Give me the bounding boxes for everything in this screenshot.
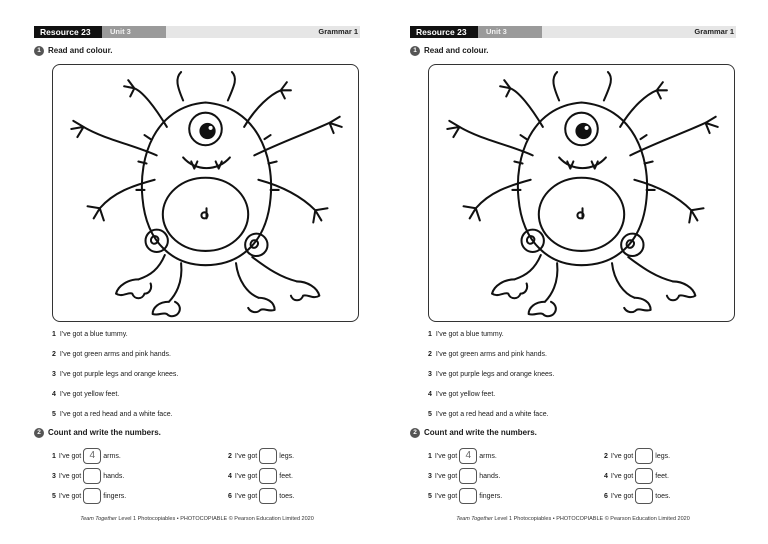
count-item <box>428 448 497 464</box>
count-item <box>428 488 502 504</box>
sentence-text: I've got yellow feet. <box>435 391 496 398</box>
exercise-number: 1 <box>34 46 44 56</box>
unit-label: Unit 3 <box>478 26 542 38</box>
item-number: 5 <box>428 492 432 500</box>
footer <box>410 516 736 522</box>
item-word: hands. <box>103 472 125 480</box>
item-number: 3 <box>428 472 432 480</box>
exercise-2-title <box>410 428 537 438</box>
exercise-number: 2 <box>410 428 420 438</box>
count-item <box>604 448 670 464</box>
answer-box[interactable] <box>259 468 277 484</box>
item-number: 6 <box>228 492 232 500</box>
item-number: 2 <box>228 452 232 460</box>
item-prefix: I've got <box>434 472 458 480</box>
coloring-picture-frame <box>52 64 359 322</box>
sentence-number: 3 <box>428 371 432 378</box>
item-number: 2 <box>604 452 608 460</box>
sentence-number: 5 <box>52 411 56 418</box>
exercise-instruction: Read and colour. <box>48 46 113 55</box>
sentence-item <box>52 410 352 430</box>
monster-illustration <box>53 65 358 321</box>
answer-box[interactable] <box>635 468 653 484</box>
unit-label: Unit 3 <box>102 26 166 38</box>
answer-box[interactable] <box>459 468 477 484</box>
item-prefix: I've got <box>58 472 82 480</box>
worksheet-right <box>410 0 752 544</box>
sentence-item <box>428 410 728 430</box>
item-number: 1 <box>428 452 432 460</box>
exercise-instruction: Count and write the numbers. <box>48 428 161 437</box>
sentence-number: 4 <box>52 391 56 398</box>
section-label: Grammar 1 <box>694 27 734 36</box>
sentence-item <box>52 350 352 370</box>
sentence-item <box>428 350 728 370</box>
count-item <box>52 448 121 464</box>
answer-box[interactable]: 4 <box>459 448 477 464</box>
item-number: 4 <box>604 472 608 480</box>
item-prefix: I've got <box>234 492 258 500</box>
exercise-1-title <box>410 46 488 56</box>
item-number: 6 <box>604 492 608 500</box>
sentence-item <box>428 330 728 350</box>
exercise-instruction: Count and write the numbers. <box>424 428 537 437</box>
footer-series: Team Together <box>456 516 493 522</box>
item-word: arms. <box>479 452 497 460</box>
sentence-text: I've got a red head and a white face. <box>435 411 549 418</box>
item-number: 1 <box>52 452 56 460</box>
item-word: legs. <box>655 452 671 460</box>
count-item <box>228 488 294 504</box>
sentence-text: I've got a blue tummy. <box>59 331 128 338</box>
answer-box[interactable] <box>83 488 101 504</box>
count-item <box>52 488 126 504</box>
sentence-number: 1 <box>428 331 432 338</box>
item-word: fingers. <box>479 492 503 500</box>
item-prefix: I've got <box>58 492 82 500</box>
sentence-text: I've got yellow feet. <box>59 391 120 398</box>
sentence-text: I've got green arms and pink hands. <box>59 351 171 358</box>
item-prefix: I've got <box>610 472 634 480</box>
answer-box[interactable] <box>259 488 277 504</box>
sentence-item <box>52 330 352 350</box>
sentence-text: I've got purple legs and orange knees. <box>435 371 555 378</box>
item-prefix: I've got <box>234 472 258 480</box>
sentence-text: I've got a blue tummy. <box>435 331 504 338</box>
count-item <box>604 488 670 504</box>
sentence-number: 3 <box>52 371 56 378</box>
exercise-number: 2 <box>34 428 44 438</box>
footer <box>34 516 360 522</box>
sentence-item <box>428 390 728 410</box>
count-item <box>228 468 293 484</box>
answer-box[interactable] <box>459 488 477 504</box>
answer-box[interactable]: 4 <box>83 448 101 464</box>
exercise-1-title <box>34 46 112 56</box>
item-word: legs. <box>279 452 295 460</box>
answer-box[interactable] <box>635 448 653 464</box>
item-word: feet. <box>655 472 669 480</box>
sentence-item <box>52 370 352 390</box>
footer-copyright: Level 1 Photocopiables • PHOTOCOPIABLE © Pearson Education Limited 2020 <box>118 516 314 522</box>
resource-header <box>34 26 360 38</box>
sentence-number: 4 <box>428 391 432 398</box>
count-item <box>604 468 669 484</box>
count-item <box>428 468 500 484</box>
sentence-list <box>52 330 352 430</box>
item-word: arms. <box>103 452 121 460</box>
item-word: toes. <box>279 492 295 500</box>
item-prefix: I've got <box>434 452 458 460</box>
footer-series: Team Together <box>80 516 117 522</box>
monster-illustration <box>429 65 734 321</box>
answer-box[interactable] <box>259 448 277 464</box>
sentence-item <box>428 370 728 390</box>
item-number: 4 <box>228 472 232 480</box>
item-number: 5 <box>52 492 56 500</box>
answer-box[interactable] <box>83 468 101 484</box>
footer-copyright: Level 1 Photocopiables • PHOTOCOPIABLE © Pearson Education Limited 2020 <box>494 516 690 522</box>
sentence-number: 1 <box>52 331 56 338</box>
item-prefix: I've got <box>434 492 458 500</box>
sentence-number: 2 <box>52 351 56 358</box>
item-word: hands. <box>479 472 501 480</box>
count-item <box>228 448 294 464</box>
sentence-item <box>52 390 352 410</box>
item-word: fingers. <box>103 492 127 500</box>
sentence-text: I've got green arms and pink hands. <box>435 351 547 358</box>
sentence-text: I've got purple legs and orange knees. <box>59 371 179 378</box>
item-word: feet. <box>279 472 293 480</box>
answer-box[interactable] <box>635 488 653 504</box>
item-prefix: I've got <box>234 452 258 460</box>
exercise-2-title <box>34 428 161 438</box>
exercise-number: 1 <box>410 46 420 56</box>
item-prefix: I've got <box>58 452 82 460</box>
sentence-list <box>428 330 728 430</box>
item-word: toes. <box>655 492 671 500</box>
sentence-number: 2 <box>428 351 432 358</box>
item-prefix: I've got <box>610 492 634 500</box>
resource-header <box>410 26 736 38</box>
item-prefix: I've got <box>610 452 634 460</box>
sentence-text: I've got a red head and a white face. <box>59 411 173 418</box>
resource-number: Resource 23 <box>410 26 478 38</box>
exercise-instruction: Read and colour. <box>424 46 489 55</box>
worksheet-left <box>34 0 376 544</box>
item-number: 3 <box>52 472 56 480</box>
sentence-number: 5 <box>428 411 432 418</box>
section-label: Grammar 1 <box>318 27 358 36</box>
coloring-picture-frame <box>428 64 735 322</box>
count-item <box>52 468 124 484</box>
resource-number: Resource 23 <box>34 26 102 38</box>
